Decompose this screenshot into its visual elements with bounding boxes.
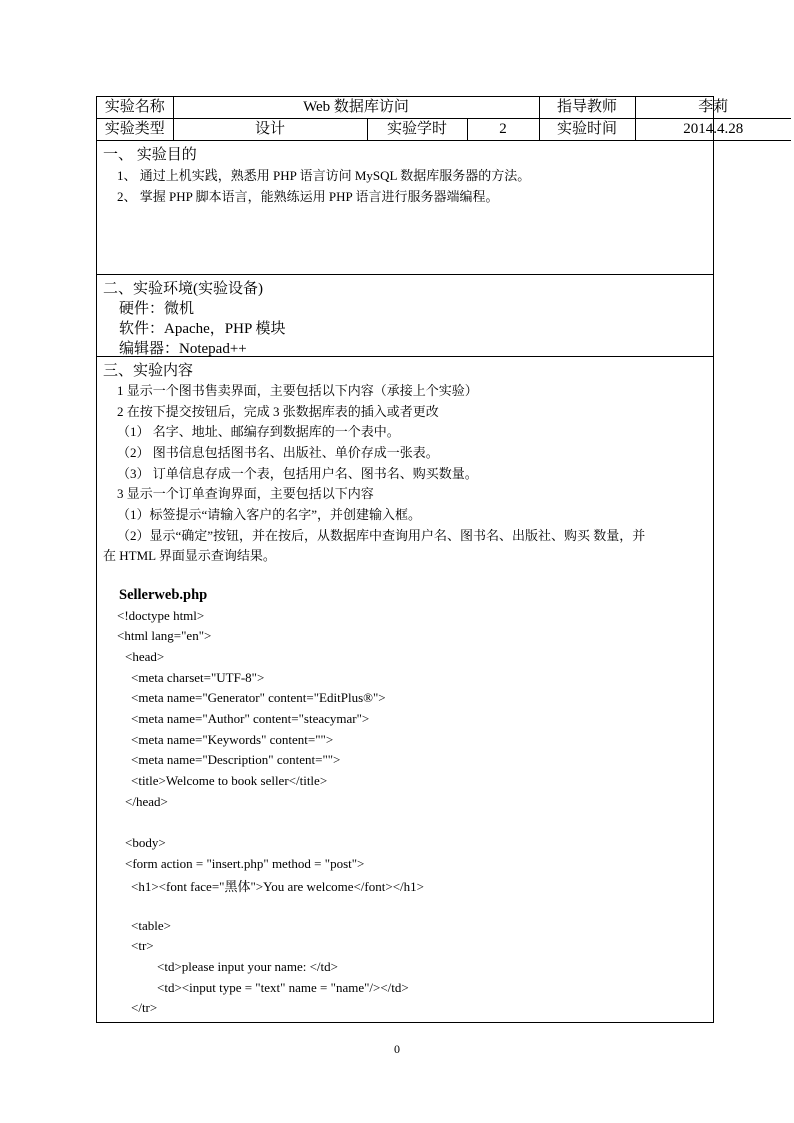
- content-item-6: 3 显示一个订单查询界面，主要包括以下内容: [117, 486, 374, 501]
- experiment-name-label: 实验名称: [97, 97, 173, 119]
- code-line: <h1><font face="黑体">You are welcome</font></h1>: [131, 879, 424, 894]
- section-objectives: [97, 140, 713, 274]
- header-row-2: [97, 119, 791, 141]
- code-line: <form action = "insert.php" method = "post">: [125, 856, 365, 871]
- experiment-date-value: 2014.4.28: [635, 119, 791, 141]
- environment-editor: 编辑器：Notepad++: [119, 341, 247, 357]
- code-line: <meta charset="UTF-8">: [131, 670, 265, 685]
- content-item-2: 2 在按下提交按钮后，完成 3 张数据库表的插入或者更改: [117, 404, 439, 419]
- code-line: </tr>: [131, 1000, 158, 1015]
- content-item-4: （2） 图书信息包括图书名、出版社、单价存成一张表。: [117, 445, 439, 460]
- code-line: <html lang="en">: [117, 628, 212, 643]
- code-line: <body>: [125, 835, 166, 850]
- objective-item-2: 2、 掌握 PHP 脚本语言，能熟练运用 PHP 语言进行服务器端编程。: [117, 189, 499, 204]
- objective-item-1: 1、 通过上机实践，熟悉用 PHP 语言访问 MySQL 数据库服务器的方法。: [117, 168, 531, 183]
- environment-hardware: 硬件：微机: [119, 301, 195, 317]
- code-line: <title>Welcome to book seller</title>: [131, 773, 328, 788]
- code-line: <meta name="Keywords" content="">: [131, 732, 334, 747]
- content-item-3: （1） 名字、地址、邮编存到数据库的一个表中。: [117, 424, 400, 439]
- code-line: <meta name="Description" content="">: [131, 752, 341, 767]
- section-content-title: 三、实验内容: [103, 363, 194, 379]
- section-environment-title: 二、实验环境(实验设备): [103, 281, 263, 297]
- environment-software: 软件：Apache，PHP 模块: [119, 321, 286, 337]
- teacher-value: 李莉: [635, 97, 791, 119]
- section-environment: [97, 274, 713, 356]
- code-line: <td><input type = "text" name = "name"/></td>: [157, 980, 409, 995]
- code-line: <!doctype html>: [117, 608, 205, 623]
- experiment-type-value: 设计: [173, 119, 367, 141]
- code-line: <table>: [131, 918, 171, 933]
- content-item-7: （1）标签提示“请输入客户的名字”，并创建输入框。: [117, 507, 422, 522]
- code-file-title: Sellerweb.php: [119, 587, 208, 603]
- code-line: <meta name="Generator" content="EditPlus®">: [131, 690, 386, 705]
- experiment-date-label: 实验时间: [539, 119, 635, 141]
- header-table: [97, 97, 791, 141]
- content-item-5: （3） 订单信息存成一个表，包括用户名、图书名、购买数量。: [117, 466, 478, 481]
- page-number: 0: [394, 1042, 400, 1056]
- section-objectives-title: 一、 实验目的: [103, 147, 197, 163]
- section-content: [97, 356, 713, 1022]
- teacher-label: 指导教师: [539, 97, 635, 119]
- code-line: <head>: [125, 649, 165, 664]
- experiment-hours-value: 2: [467, 119, 539, 141]
- content-item-8: （2）显示“确定”按钮，并在按后，从数据库中查询用户名、图书名、出版社、购买 数量，并: [117, 528, 646, 543]
- experiment-name-value: Web 数据库访问: [173, 97, 539, 119]
- content-item-1: 1 显示一个图书售卖界面，主要包括以下内容（承接上个实验）: [117, 383, 478, 398]
- experiment-hours-label: 实验学时: [367, 119, 467, 141]
- header-row-1: [97, 97, 791, 119]
- experiment-type-label: 实验类型: [97, 119, 173, 141]
- code-line: <meta name="Author" content="steacymar">: [131, 711, 370, 726]
- code-line: <td>please input your name: </td>: [157, 959, 338, 974]
- code-line: </head>: [125, 794, 168, 809]
- code-line: <tr>: [131, 938, 154, 953]
- content-item-9: 在 HTML 界面显示查询结果。: [103, 548, 276, 563]
- experiment-report-sheet: [96, 96, 744, 1023]
